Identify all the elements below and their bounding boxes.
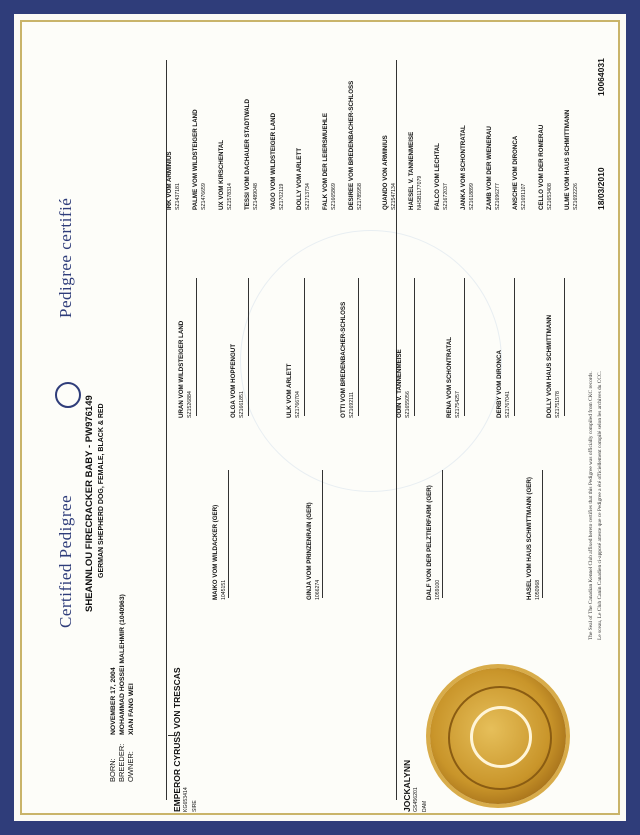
gen4-ancestor: IRK VOM ARMINIUS — [166, 151, 173, 210]
sire-name: EMPEROR CYRUSS VON TRESCAS — [172, 667, 182, 812]
owner-value: XIAN FANG WEI — [128, 683, 135, 735]
gen4-reg: SZ1785958 — [357, 183, 363, 210]
gen4-ancestor: ZAMB VOM DER WIENERAU — [486, 126, 493, 210]
gen2-line — [542, 470, 543, 598]
gen4-ancestor: FALK VOM DER LEIERSMUEHLE — [322, 113, 329, 210]
sire-reg: KG653414 — [183, 787, 189, 812]
gen4-ancestor: FALCO VOM LECHTAL — [434, 143, 441, 210]
footer-english: The Seal of The Canadian Kennel Club affixed hereto certifies that this Pedigree was officially compiled from CKC records. — [588, 371, 594, 640]
sire-role: SIRE — [192, 800, 198, 812]
ckc-seal — [430, 668, 566, 804]
header-certified-pedigree: Certified Pedigree — [56, 494, 75, 628]
dam-bracket — [396, 60, 397, 800]
gen3-ancestor: ODIN V. TANNENMEISE — [396, 349, 403, 418]
gen3-reg: SZ1661851 — [239, 391, 245, 418]
gen3-line — [564, 278, 565, 416]
gen4-ancestor: HAESEL V. TANNENMEISE — [408, 131, 415, 210]
gen4-reg: NHSB1177079 — [417, 175, 423, 210]
gen4-ancestor: PALME VOM WILDSTEIGER LAND — [192, 109, 199, 210]
gen3-ancestor: RENA VOM SCHONTRATAL — [446, 336, 453, 418]
gen2-reg: 1059100 — [435, 579, 441, 600]
gen4-reg: SZ1653408 — [547, 183, 553, 210]
gen3-ancestor: URAN VOM WILDSTEIGER LAND — [178, 320, 185, 418]
gen4-ancestor: ANSCHIE VOM DIRONCA — [512, 135, 519, 210]
gen4-ancestor: DOLLY VOM ARLETT — [296, 148, 303, 210]
seal-monogram-icon — [470, 706, 532, 768]
gen4-reg: SZ1691107 — [521, 183, 527, 210]
gen4-reg: SZ1547134 — [391, 183, 397, 210]
gen3-ancestor: DERBY VOM DIRONCA — [496, 350, 503, 418]
header-pedigree-certifie: Pedigree certifié — [56, 197, 75, 318]
gen4-reg: SZ1713734 — [305, 183, 311, 210]
born-value: NOVEMBER 17, 2004 — [110, 667, 117, 735]
born-label: BORN: — [108, 758, 117, 782]
gen3-line — [358, 278, 359, 416]
gen4-ancestor: YAGO VOM WILDSTEIGER LAND — [270, 112, 277, 210]
gen2-reg: 1066274 — [315, 579, 321, 600]
gen3-reg: SZ1655056 — [405, 391, 411, 418]
gen3-line — [414, 278, 415, 416]
gen2-ancestor: MAIKO VOM WILDACKER (GER) — [212, 504, 219, 600]
certificate-date: 18/03/2010 — [596, 167, 606, 210]
gen4-reg: SZ1672037 — [443, 183, 449, 210]
dog-name: SHEANNLOU FIRECRACKER BABY - PW976149 — [84, 395, 95, 612]
gen3-reg: SZ1751578 — [555, 391, 561, 418]
watermark-emblem — [240, 230, 502, 492]
gen3-ancestor: DOLLY VOM HAUS SCHMITTMANN — [546, 314, 553, 418]
gen2-line — [322, 470, 323, 598]
gen3-line — [464, 278, 465, 416]
gen3-reg: SZ1754257 — [455, 391, 461, 418]
gen3-reg: SZ1692111 — [349, 391, 355, 418]
gen3-reg: SZ1767041 — [505, 391, 511, 418]
gen4-reg: SZ1578314 — [227, 183, 233, 210]
gen4-ancestor: JANKA VOM SCHONTRATAL — [460, 125, 467, 210]
dam-role: DAM — [422, 800, 428, 812]
dog-breed-line: GERMAN SHEPHERD DOG, FEMALE, BLACK & RED — [98, 403, 105, 578]
gen2-line — [442, 470, 443, 598]
gen3-ancestor: ULK VOM ARLETT — [286, 363, 293, 418]
gen4-reg: SZ1696277 — [495, 183, 501, 210]
gen4-reg: SZ1665869 — [331, 183, 337, 210]
gen4-ancestor: UX VOM KIRSCHENTAL — [218, 139, 225, 210]
gen4-ancestor: QUANDO VON ARMINIUS — [382, 135, 389, 210]
gen2-ancestor: DALF VON DER PELZTIERFARM (GER) — [426, 485, 433, 600]
gen4-reg: SZ1437181 — [175, 183, 181, 210]
gen2-line — [228, 470, 229, 598]
gen4-reg: SZ1489048 — [253, 183, 259, 210]
gen3-ancestor: OTTI VOM BREDENBACHER-SCHLOSS — [340, 301, 347, 418]
dam-reg: GS456201 — [413, 787, 419, 812]
gen4-reg: SZ1618899 — [469, 183, 475, 210]
gen4-reg: SZ1476659 — [201, 183, 207, 210]
gen4-reg: SZ1692226 — [573, 183, 579, 210]
gen4-ancestor: CELLO VOM DER ROMERAU — [538, 124, 545, 210]
gen3-line — [514, 278, 515, 416]
gen2-ancestor: GINJA VOM PRINZENRAIN (GER) — [306, 502, 313, 600]
gen4-ancestor: DESIREE VOM BREDENBACHER-SCHLOSS — [348, 80, 355, 210]
gen2-reg: 1045151 — [221, 579, 227, 600]
gen3-line — [304, 278, 305, 416]
gen4-ancestor: ULME VOM HAUS SCHMITTMANN — [564, 109, 571, 210]
gen3-ancestor: OLGA VOM HOPFENGUT — [230, 343, 237, 418]
dam-name: JOCKALYNN — [402, 759, 412, 812]
footer-french: Le sceau, Le Club Canin Canadien ci-apposé atteste que ce Pedigree a été officiellement compilé selon les archives du CCC. — [597, 371, 603, 640]
bracket-line — [168, 735, 176, 736]
gen4-reg: SZ1702119 — [279, 183, 285, 210]
gen2-ancestor: HASEL VOM HAUS SCHMITTMANN (GER) — [526, 477, 533, 600]
breeder-label: BREEDER: — [117, 743, 126, 782]
owner-label: OWNER: — [126, 751, 135, 782]
gen3-line — [248, 278, 249, 416]
ckc-emblem-icon — [55, 382, 81, 408]
gen2-reg: 1050968 — [535, 579, 541, 600]
gen3-reg: SZ1766704 — [295, 391, 301, 418]
gen4-ancestor: TESSI VOM DACHAUER STADTWALD — [244, 99, 251, 210]
certificate-number: 10064031 — [596, 58, 606, 96]
gen3-reg: SZ1526884 — [187, 391, 193, 418]
gen3-line — [196, 278, 197, 416]
breeder-value: MOHAMMAD HOSSEI MALEHMIR (1040963) — [119, 594, 126, 735]
